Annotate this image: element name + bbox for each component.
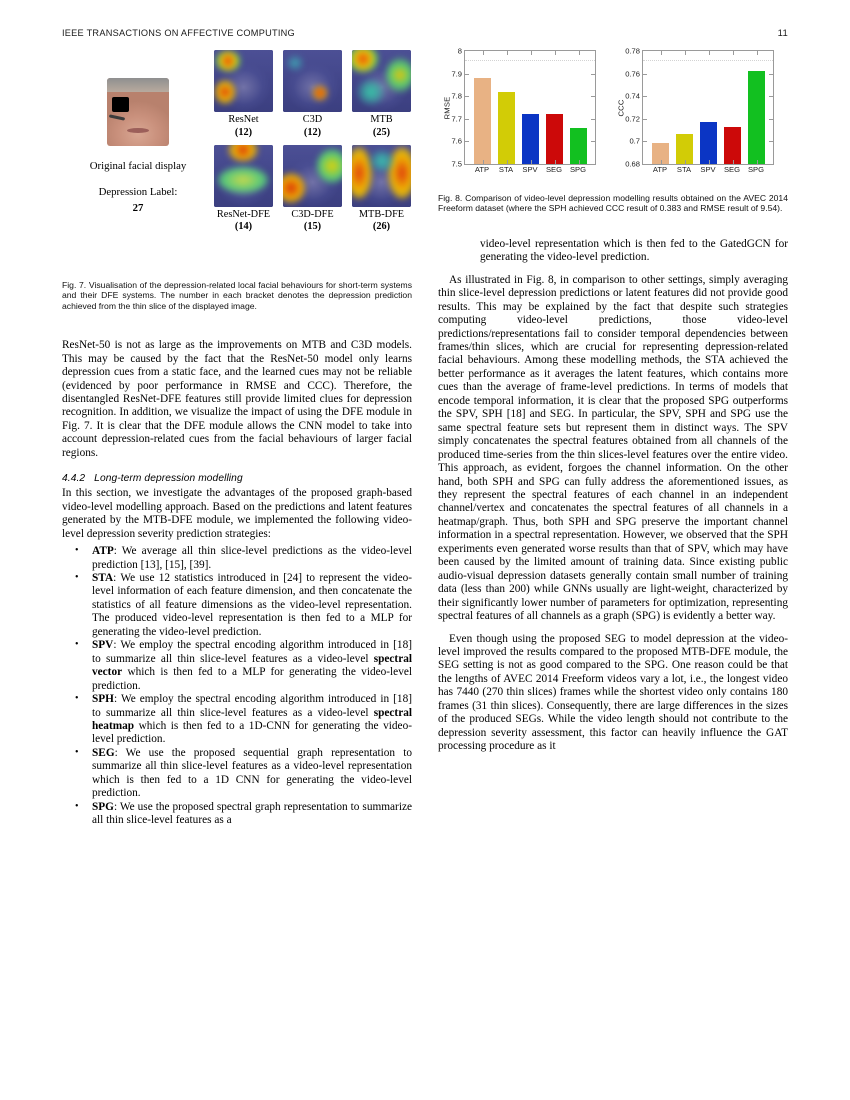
subsection-heading [62,473,412,484]
x-tick-mark [483,51,484,55]
bullet-text-post: which is then fed to a MLP for generating the video-level prediction. [92,666,412,692]
figure-7-label: ResNet-DFE [216,208,271,220]
rmse-chart [438,46,596,174]
bullet-emphasis: spectral heatmap [92,706,412,732]
figure-7-value: (25) [372,126,391,138]
bullet-text: : We use the proposed sequential graph representation to summarize all thin slice-level features as a video-level representation which is then fed to a 1D CNN for generating the video-level prediction. [92,746,412,800]
x-tick: SPV [522,165,538,174]
figure-7-value: (26) [372,221,391,232]
page-number: 11 [777,28,788,39]
x-tick-mark [757,51,758,55]
figure-7-original-panel [62,50,214,215]
strategy-list [62,545,412,828]
figure-7-label: C3D [302,114,323,125]
x-tick: SEG [723,165,741,174]
y-tick: 0.76 [625,69,640,79]
left-column [62,50,412,828]
bullet-text-pre: : We employ the spectral encoding algorithm introduced in [18] to summarize all thin slice-level features as a video-level [92,639,412,665]
x-tick: STA [676,165,692,174]
bullet-text-pre: : We employ the spectral encoding algorithm introduced in [18] to summarize all thin slice-level features as a video-level [92,693,412,719]
x-tick-mark [507,51,508,55]
depression-label-text: Depression Label: [98,186,178,198]
bullet-term: SPV [92,639,114,652]
x-tick-mark [579,160,580,164]
right-paragraph-2: Even though using the proposed SEG to model depression at the video-level improved the results compared to the proposed MTB-DFE module, the SEG setting is not as good compared to the SPG. One reason could be that the lengths of AVEC 2014 Freeform videos vary a lot, i.e., the longest video has 7440 (270 thin slices) frames while the shortest video only contains 180 frames (31 thin slices). Consequently, there are large differences in the sizes of the produced SEGs. While the video length should not contribute to the depression severity assessment, this factor can heavily influence the GAT processing procedure as it [438,632,788,753]
heat-blob [358,80,384,104]
x-tick-mark [483,160,484,164]
x-tick-mark [555,51,556,55]
heatmap-resnet-dfe [214,145,273,207]
microphone-icon [109,114,125,120]
figure-7-cell-c3d [283,50,342,139]
figure-7-row-1 [214,50,412,139]
list-item [62,572,412,639]
figure-7-value: (12) [303,126,322,138]
right-paragraph-continuation: video-level representation which is then fed to the GatedGCN for generating the video-level prediction. [480,237,788,264]
figure-7-label: MTB [370,114,393,125]
bullet-text: : We use the proposed spectral graph representation to summarize all thin slice-level features as a [92,800,412,827]
bullet-term: SPG [92,800,114,813]
x-tick-mark [685,51,686,55]
rmse-x-tick-labels [465,164,595,174]
heatmap-c3d [283,50,342,112]
figure-7-label: C3D-DFE [291,208,334,220]
running-head [62,28,788,39]
y-tick: 7.9 [451,69,462,79]
heatmap-resnet [214,50,273,112]
x-tick-mark [531,160,532,164]
figure-7-cell-c3d-dfe [283,145,342,234]
x-tick-mark [661,160,662,164]
heat-blob [370,151,394,171]
x-tick-mark [661,51,662,55]
bullet-term: SEG [92,746,115,759]
x-tick-mark [709,51,710,55]
left-paragraph-1: ResNet-50 is not as large as the improvements on MTB and C3D models. This may be caused by the fact that the ResNet-50 model only learns depression cues from a static face, and the learned cues may not be reliable (evidenced by poor performance in RMSE and CCC). Therefore, the disentangled ResNet-DFE features still provide limited clues for depression recognition. In addition, we visualize the impact of using the DFE module in Fig. 7. It is clear that the DFE module allows the CNN model to take into account depression-related cues from the facial behaviours of larger facial regions. [62,339,412,459]
x-tick: STA [498,165,514,174]
x-tick-mark [733,51,734,55]
bullet-text: : We average all thin slice-level predictions as the video-level prediction [13], [15], [39]. [92,545,412,571]
bullet-text-post: which is then fed to a 1D-CNN for generating the video-level prediction. [92,720,412,746]
bar-spv [700,122,717,164]
x-tick-mark [733,160,734,164]
figure-8-caption: Fig. 8. Comparison of video-level depression modelling results obtained on the AVEC 2014 Freeform dataset (where the SPH achieved CCC result of 0.383 and RMSE result of 9.54). [438,193,788,214]
x-tick: SPG [569,165,587,174]
y-tick: 7.6 [451,136,462,146]
bar-atp [474,78,491,164]
bar-seg [546,114,563,164]
depression-label-value: 27 [132,202,144,214]
bullet-term: ATP [92,545,114,558]
ccc-x-tick-labels [643,164,773,174]
left-paragraph-2: In this section, we investigate the advantages of the proposed graph-based video-level modelling approach. Based on the predictions and latent features generated by the MTB-DFE module, we implemented the following video-level depression severity prediction strategies: [62,487,412,540]
subsection-title: Long-term depression modelling [94,473,243,485]
x-tick: ATP [652,165,668,174]
right-column [438,46,788,754]
heat-blob [386,58,411,92]
figure-7-value: (15) [303,221,322,232]
figure-7-cell-resnet [214,50,273,139]
mouth-region [127,128,149,133]
bullet-emphasis: spectral vector [92,652,412,679]
heatmap-mtb-dfe [352,145,411,207]
x-tick-mark [579,51,580,55]
y-tick: 7.8 [451,91,462,101]
figure-8 [438,46,788,185]
list-item [62,545,412,572]
y-tick: 0.74 [625,91,640,101]
bar-spg [570,128,587,164]
eye-redaction-bar [112,97,129,112]
x-tick-mark [709,160,710,164]
original-facial-display-label: Original facial display [89,160,187,172]
right-paragraph-1: As illustrated in Fig. 8, in comparison to other settings, simply averaging thin slice-level depression predictions or latent features did not provide good results. This may be explained by the fact that despite such strategies computing video-level predictions, those video-level predictions/representations fail to consider temporal dependencies between frames/thin slices, which are crucial for representing depression-related facial behaviours. Among these modelling methods, the STA achieved the better performance as it averages the latent features, which contains more cues than the average of frame-level predictions. In terms of models that encode temporal information, it is clear that the proposed SPG outperforms the SPV, SPH [18] and SEG. In particular, the SPV, SPH and SPG use the same spectral feature sets but represent them in distinct ways. The SPV simply concatenates the spectral features obtained from all channels of the produced time-series from the thin slices-level features over the entire video. This approach, as evident, forgoes the channel information. On the other hand, both SPH and SPG can fully address the aforementioned issues, as they represent the spectral features of each channel in an independent channel/vertex and concatenates the spectral features of all channels in a heatmap/graph. Thus, both SPH and SPG preserve the important channel information in a spectral representation. However, we observed that the SPH experiments even generated worse results than that of SPV, which may have been caused by the limited amount of training data. Since existing public audio-visual depression datasets generally contain small number of training data (less than 200) while GNNs usually are light-weight, characterized by their significantly lower number of parameters for optimization, representing spectral features of all channels as a graph (SPG) is evidently a better way. [438,273,788,623]
rmse-bars [465,51,595,164]
y-tick: 0.78 [625,46,640,56]
figure-7 [62,50,412,268]
figure-7-caption: Fig. 7. Visualisation of the depression-related local facial behaviours for short-term systems and their DFE systems. The number in each bracket denotes the depression prediction achieved from the thin slice of the displayed image. [62,280,412,311]
figure-7-cell-resnet-dfe [214,145,273,234]
figure-7-cell-mtb [352,50,411,139]
heat-blob [287,56,303,70]
y-tick: 7.7 [451,114,462,124]
figure-7-label: ResNet [228,114,259,125]
figure-7-row-2 [214,145,412,234]
list-item [62,801,412,828]
heat-blob [313,86,327,100]
x-tick: SEG [545,165,563,174]
heat-blob [216,51,240,71]
bar-sta [498,92,515,164]
ccc-chart [610,46,774,174]
heatmap-c3d-dfe [283,145,342,207]
figure-7-label: MTB-DFE [358,208,405,220]
bar-seg [724,127,741,164]
figure-7-value: (14) [234,221,253,232]
bar-spv [522,114,539,164]
y-tick: 0.72 [625,114,640,124]
heat-blob [218,167,268,193]
y-tick: 0.7 [629,136,640,146]
ccc-plot-area [625,46,774,174]
x-tick-mark [507,160,508,164]
ccc-bars [643,51,773,164]
y-tick: 7.5 [451,159,462,169]
journal-name: IEEE TRANSACTIONS ON AFFECTIVE COMPUTING [62,28,295,38]
figure-8-chart-pair [438,46,788,174]
heat-blob [215,80,235,104]
y-tick: 8 [457,46,462,56]
figure-7-original-caption [62,159,214,215]
bullet-text: : We use 12 statistics introduced in [24] to represent the video-level information of each feature dimension, and then concatenate the statistics of all feature dimensions as the video-level representation. The produced video-level representation is then fed to a MLP for generating the video-level prediction. [92,572,412,638]
figure-7-value: (12) [234,126,253,138]
x-tick-mark [531,51,532,55]
figure-7-cell-mtb-dfe [352,145,411,234]
bullet-term: SPH [92,693,114,706]
x-tick: SPV [700,165,716,174]
figure-7-heatmap-grid [214,50,412,233]
heat-blob [317,149,342,183]
x-tick: ATP [474,165,490,174]
ccc-y-tick-labels [613,46,643,169]
subsection-number: 4.4.2 [62,473,86,485]
x-tick: SPG [747,165,765,174]
bar-spg [748,71,765,164]
original-face-image [107,78,169,146]
list-item [62,639,412,693]
rmse-plot-area [451,46,596,174]
ccc-y-axis-label: CCC [616,99,626,117]
list-item [62,747,412,801]
heatmap-mtb [352,50,411,112]
hair-region [107,78,169,92]
y-tick: 0.68 [625,159,640,169]
rmse-y-axis-label: RMSE [442,96,452,120]
list-item [62,693,412,747]
x-tick-mark [555,160,556,164]
bar-sta [676,134,693,165]
x-tick-mark [757,160,758,164]
rmse-y-tick-labels [441,46,465,169]
bar-atp [652,143,669,164]
x-tick-mark [685,160,686,164]
bullet-term: STA [92,572,114,585]
